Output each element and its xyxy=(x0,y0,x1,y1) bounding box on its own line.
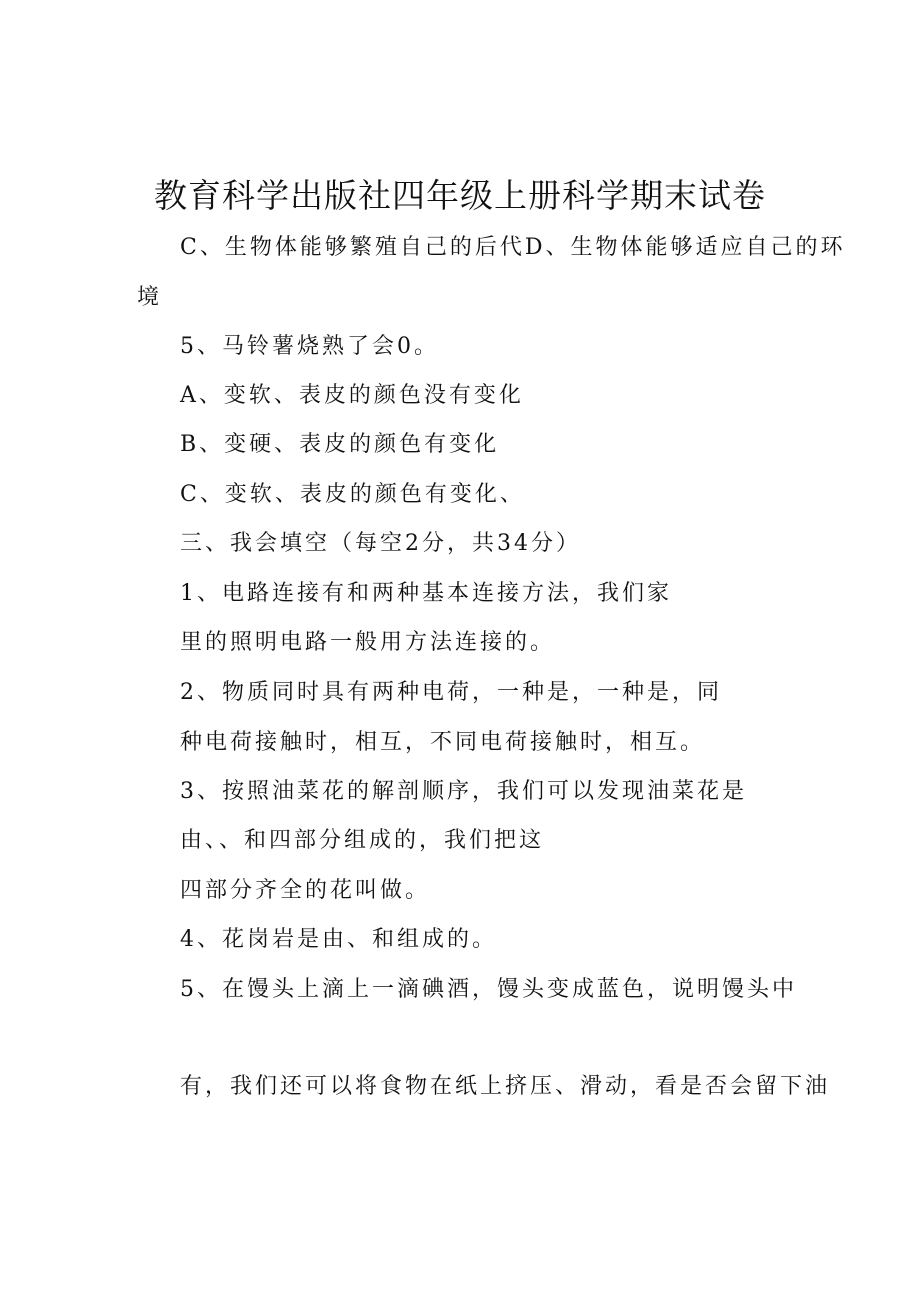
section-heading: 三、我会填空（每空2分，共34分） xyxy=(180,531,581,556)
text-line-option-c-d: C、生物体能够繁殖自己的后代D、生物体能够适应自己的环 xyxy=(180,235,846,260)
fill-question-3-cont: 由、、和四部分组成的，我们把这 xyxy=(180,828,545,853)
fill-question-2: 2、物质同时具有两种电荷，一种是，一种是，同 xyxy=(180,680,722,705)
option-b: B、变硬、表皮的颜色有变化 xyxy=(180,432,500,457)
option-c: C、变软、表皮的颜色有变化、 xyxy=(180,482,525,507)
document-title: 教育科学出版社四年级上册科学期末试卷 xyxy=(154,176,766,215)
fill-question-3: 3、按照油菜花的解剖顺序，我们可以发现油菜花是 xyxy=(180,779,747,804)
fill-question-3-end: 四部分齐全的花叫做。 xyxy=(180,878,431,903)
text-line-continuation: 境 xyxy=(137,285,163,310)
fill-question-2-cont: 种电荷接触时，相互，不同电荷接触时，相互。 xyxy=(180,730,706,755)
fill-question-5: 5、在馒头上滴上一滴碘酒，馒头变成蓝色，说明馒头中 xyxy=(180,977,797,1002)
fill-question-1-cont: 里的照明电路一般用方法连接的。 xyxy=(180,630,556,655)
fill-question-1: 1、电路连接有和两种基本连接方法，我们家 xyxy=(180,581,672,606)
option-a: A、变软、表皮的颜色没有变化 xyxy=(180,383,524,408)
fill-question-5-cont: 有，我们还可以将食物在纸上挤压、滑动，看是否会留下油 xyxy=(180,1074,831,1099)
fill-question-4: 4、花岗岩是由、和组成的。 xyxy=(180,927,497,952)
question-5: 5、马铃薯烧熟了会0。 xyxy=(180,334,439,359)
